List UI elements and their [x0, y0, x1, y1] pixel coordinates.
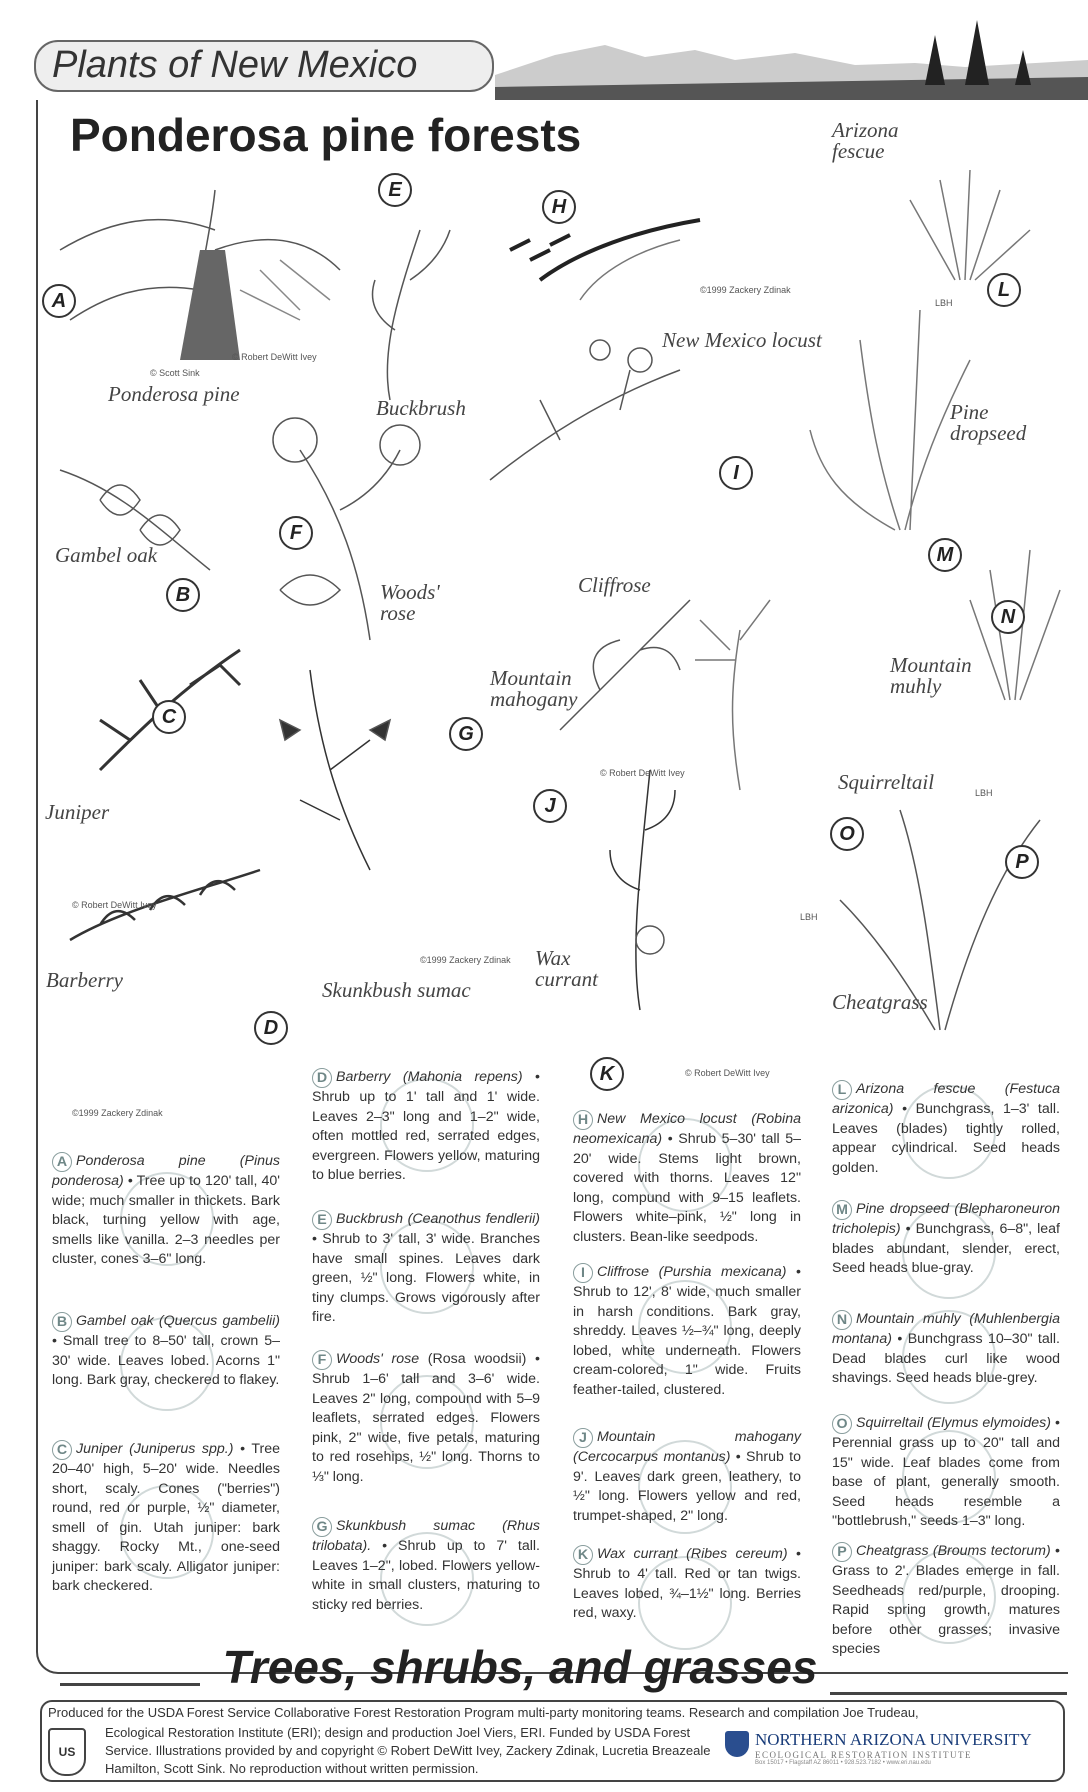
- plant-name: Cliffrose (Purshia mexicana): [597, 1264, 787, 1280]
- description-letter: C: [52, 1440, 72, 1460]
- figure-letter-f: F: [279, 516, 313, 550]
- description-wax-currant: [573, 1545, 801, 1624]
- figure-letter-g: G: [449, 717, 483, 751]
- figure-label-mtn-mahogany: Mountain mahogany: [490, 666, 578, 711]
- description-buckbrush: [312, 1210, 540, 1328]
- figure-letter-m: M: [928, 538, 962, 572]
- plant-text: • Perennial grass up to 20" tall and 15" wide. Leaf blades come from base of plant, generally smooth. Seed heads resemble a "bottlebrush," seeds 1–3" long.: [832, 1415, 1060, 1529]
- figure-letter-p: P: [1005, 845, 1039, 879]
- nau-name: NORTHERN ARIZONA UNIVERSITY: [755, 1730, 1032, 1749]
- description-mtn-muhly: [832, 1310, 1060, 1389]
- credit-ivey: © Robert DeWitt Ivey: [232, 352, 317, 362]
- plant-name: Skunkbush sumac (Rhus trilobata).: [312, 1518, 540, 1554]
- description-ponderosa-pine: [52, 1152, 280, 1270]
- credit-sink: © Scott Sink: [150, 368, 200, 378]
- figure-letter-h: H: [542, 190, 576, 224]
- plant-text: (Rosa woodsii) • Shrub 1–6' tall and 3–6' wide. Leaves 2" long, compound with 5–9 leaflets, serrated edges. Flowers pink, 2" wide, five petals, maturing to red rosehips, ½" long. Thorns to ⅓" long.: [312, 1351, 540, 1485]
- description-letter: F: [312, 1350, 332, 1370]
- description-gambel-oak: [52, 1312, 280, 1391]
- description-letter: J: [573, 1428, 593, 1448]
- description-skunkbush: [312, 1517, 540, 1615]
- figure-label-barberry: Barberry: [46, 968, 123, 992]
- figure-label-pine-dropseed: Pine dropseed: [950, 400, 1027, 445]
- skunkbush-drawing: [280, 670, 390, 870]
- figure-label-nm-locust: New Mexico locust: [662, 328, 822, 352]
- plant-name: Buckbrush (Ceanothus fendlerii): [336, 1211, 540, 1227]
- plant-name: New Mexico locust (Robina neomexicana): [573, 1111, 801, 1147]
- plant-text: • Shrub to 3' tall, 3' wide. Branches have small spines. Leaves dark green, ½" long. Flowers white, in tiny clumps. Grows vigorously after fire.: [312, 1231, 540, 1325]
- nau-shield-icon: [725, 1731, 749, 1757]
- header-title: Plants of New Mexico: [52, 44, 418, 86]
- plant-name: Woods' rose: [336, 1351, 420, 1367]
- plant-name: Barberry (Mahonia repens): [336, 1069, 523, 1085]
- figure-label-juniper: Juniper: [45, 800, 110, 824]
- figure-letter-a: A: [42, 284, 76, 318]
- plant-name: Mountain mahogany (Cercocarpus montanus): [573, 1429, 801, 1465]
- description-letter: B: [52, 1312, 72, 1332]
- wax-currant-drawing: [610, 770, 675, 1010]
- description-letter: L: [832, 1080, 852, 1100]
- description-letter: A: [52, 1152, 72, 1172]
- description-woods-rose: [312, 1350, 540, 1487]
- footer-credits: Ecological Restoration Institute (ERI); design and production Joel Viers, ERI. Funded by USDA Forest Service. Illustrations provided by and copyright © Robert DeWitt Ivey, Zackery Zdinak, Lucretia Breazeale Hamilton, Scott Sink. No reproduction without written permission.: [105, 1725, 711, 1776]
- nm-locust-drawing: [510, 220, 700, 300]
- description-squirreltail: [832, 1414, 1060, 1532]
- plant-name: Ponderosa pine (Pinus ponderosa): [52, 1153, 280, 1189]
- figure-letter-c: C: [152, 700, 186, 734]
- landscape-illustration: [495, 15, 1088, 100]
- credit-zdinak-2: ©1999 Zackery Zdinak: [700, 285, 791, 295]
- description-letter: G: [312, 1517, 332, 1537]
- description-pine-dropseed: [832, 1200, 1060, 1279]
- figure-letter-n: N: [991, 600, 1025, 634]
- plant-name: Juniper (Juniperus spp.): [76, 1441, 234, 1457]
- arizona-fescue-drawing: [910, 170, 1030, 280]
- plant-text: • Shrub to 4' tall. Red or tan twigs. Leaves lobed, ¾–1½" long. Berries red, waxy.: [573, 1546, 801, 1621]
- plant-text: • Bunchgrass 10–30" tall. Dead blades curl like wood shavings. Seed heads blue-grey.: [832, 1331, 1060, 1386]
- nau-address: Box 15017 • Flagstaff AZ 86011 • 928.523.7182 • www.eri.nau.edu: [755, 1760, 931, 1766]
- description-letter: N: [832, 1310, 852, 1330]
- figure-label-mtn-muhly: Mountain muhly: [890, 653, 972, 698]
- plant-text: • Shrub up to 7' tall. Leaves 1–2", lobed. Flowers yellow-white in small clusters, maturing to sticky red berries.: [312, 1538, 540, 1613]
- plant-text: • Bunchgrass, 1–3' tall. Leaves (blades) tightly rolled, appear cylindrical. Seed heads golden.: [832, 1101, 1060, 1176]
- plant-text: • Shrub up to 1' tall and 1' wide. Leaves 2–3" long and 1–2" wide, often mottled red, serrated edges, evergreen. Flowers yellow, maturing to blue berries.: [312, 1069, 540, 1183]
- plant-text: • Small tree to 8–50' tall, crown 5–30' wide. Leaves lobed. Acorns 1" long. Bark gray, checkered to flakey.: [52, 1333, 280, 1388]
- figure-letter-b: B: [166, 578, 200, 612]
- figure-label-cheatgrass: Cheatgrass: [832, 990, 928, 1014]
- plant-text: • Shrub 5–30' tall 5–20' wide. Stems light brown, covered with thorns. Leaves 12" long, compund with 9–15 leaflets. Flowers white–pink, ½" long in clusters. Bean-like seedpods.: [573, 1131, 801, 1245]
- buckbrush-drawing: [373, 230, 451, 400]
- figure-label-wax-currant: Wax currant: [535, 946, 598, 991]
- credit-ivey-3: © Robert DeWitt Ivey: [600, 768, 685, 778]
- figure-label-arizona-fescue: Arizona fescue: [832, 118, 899, 163]
- credit-lbh: LBH: [935, 298, 953, 308]
- section-title: Ponderosa pine forests: [70, 109, 582, 161]
- description-letter: K: [573, 1545, 593, 1565]
- figure-label-buckbrush: Buckbrush: [376, 396, 466, 420]
- plant-name: Arizona fescue (Festuca arizonica): [832, 1081, 1060, 1117]
- cliffrose-drawing: [490, 340, 680, 480]
- description-letter: D: [312, 1068, 332, 1088]
- plant-text: • Shrub to 9'. Leaves dark green, leathery, to ½" long. Flowers yellow and red, trumpet-shaped, 2" long.: [573, 1449, 802, 1524]
- figure-label-squirreltail: Squirreltail: [838, 770, 935, 794]
- description-letter: O: [832, 1414, 852, 1434]
- description-mtn-mahogany: [573, 1428, 801, 1526]
- credit-ivey-4: © Robert DeWitt Ivey: [685, 1068, 770, 1078]
- figure-label-skunkbush-sumac: Skunkbush sumac: [322, 978, 471, 1002]
- description-arizona-fescue: [832, 1080, 1060, 1178]
- description-letter: H: [573, 1110, 593, 1130]
- mtn-mahogany-drawing: [560, 600, 690, 730]
- description-letter: P: [832, 1542, 852, 1562]
- figure-letter-d: D: [254, 1011, 288, 1045]
- credit-zdinak-3: ©1999 Zackery Zdinak: [420, 955, 511, 965]
- plant-text: • Grass to 2'. Blades emerge in fall. Seedheads red/purple, drooping. Rapid spring growth, matures before other grasses; invasive species: [832, 1543, 1060, 1657]
- nau-logo: [755, 1730, 1032, 1766]
- description-barberry: [312, 1068, 540, 1186]
- ponderosa-pine-drawing: [60, 190, 340, 360]
- plant-name: Pine dropseed (Blepharoneuron tricholepis): [832, 1201, 1060, 1237]
- pine-dropseed-drawing: [810, 310, 970, 530]
- figure-label-ponderosa-pine: Ponderosa pine: [108, 382, 240, 406]
- figure-letter-e: E: [378, 173, 412, 207]
- plant-name: Squirreltail (Elymus elymoides): [856, 1415, 1051, 1431]
- plant-name: Gambel oak (Quercus gambelii): [76, 1313, 280, 1329]
- description-cliffrose: [573, 1263, 801, 1400]
- bottom-title: Trees, shrubs, and grasses: [222, 1641, 818, 1693]
- figure-letter-o: O: [830, 817, 864, 851]
- credit-ivey-2: © Robert DeWitt Ivey: [72, 900, 157, 910]
- figure-label-gambel-oak: Gambel oak: [55, 543, 158, 567]
- plant-text: • Shrub to 12', 8' wide, much smaller in harsh conditions. Bark gray, shreddy. Leaves ½–¾" long, deeply lobed, white underneath. Flowers cream-colored, 1" wide. Fruits feather-tailed, clustered.: [573, 1264, 801, 1398]
- description-letter: M: [832, 1200, 852, 1220]
- plant-text: • Tree 20–40' high, 5–20' wide. Needles short, scaly. Cones ("berries") round, red or purple, ½" diameter, smell of gin. Utah juniper: bark shaggy. Rocky Mt., one-seed juniper: bark scaly. Alligator juniper: bark checkered.: [52, 1441, 280, 1594]
- credit-lbh-3: LBH: [975, 788, 993, 798]
- figure-letter-l: L: [987, 273, 1021, 307]
- squirreltail-drawing: [695, 600, 770, 790]
- figure-label-woods-rose: Woods' rose: [380, 580, 440, 625]
- plant-text: • Bunchgrass, 6–8", leaf blades abundant, slender, erect, Seed heads blue-gray.: [832, 1221, 1060, 1276]
- credit-lbh-2: LBH: [800, 912, 818, 922]
- figure-letter-j: J: [533, 789, 567, 823]
- description-letter: I: [573, 1263, 593, 1283]
- figure-letter-i: I: [719, 456, 753, 490]
- plant-name: Wax currant (Ribes cereum): [597, 1546, 788, 1562]
- description-letter: E: [312, 1210, 332, 1230]
- figure-letter-k: K: [590, 1057, 624, 1091]
- usfs-shield-logo: US: [48, 1728, 86, 1776]
- description-nm-locust: [573, 1110, 801, 1247]
- plant-name: Cheatgrass (Broums tectorum): [856, 1543, 1051, 1559]
- credit-zdinak: ©1999 Zackery Zdinak: [72, 1108, 163, 1118]
- plant-text: • Tree up to 120' tall, 40' wide; much smaller in thickets. Bark black, turning yellow with age, smells like vanilla. 2–3 needles per cluster, cones 3–6" long.: [52, 1173, 280, 1267]
- plant-name: Mountain muhly (Muhlenbergia montana): [832, 1311, 1060, 1347]
- figure-label-cliffrose: Cliffrose: [578, 573, 651, 597]
- footer-credits-line1: Produced for the USDA Forest Service Collaborative Forest Restoration Program multi-party monitoring teams. Research and compilation Joe Trudeau,: [48, 1705, 919, 1720]
- nau-institute: ECOLOGICAL RESTORATION INSTITUTE: [755, 1750, 972, 1760]
- description-juniper: [52, 1440, 280, 1597]
